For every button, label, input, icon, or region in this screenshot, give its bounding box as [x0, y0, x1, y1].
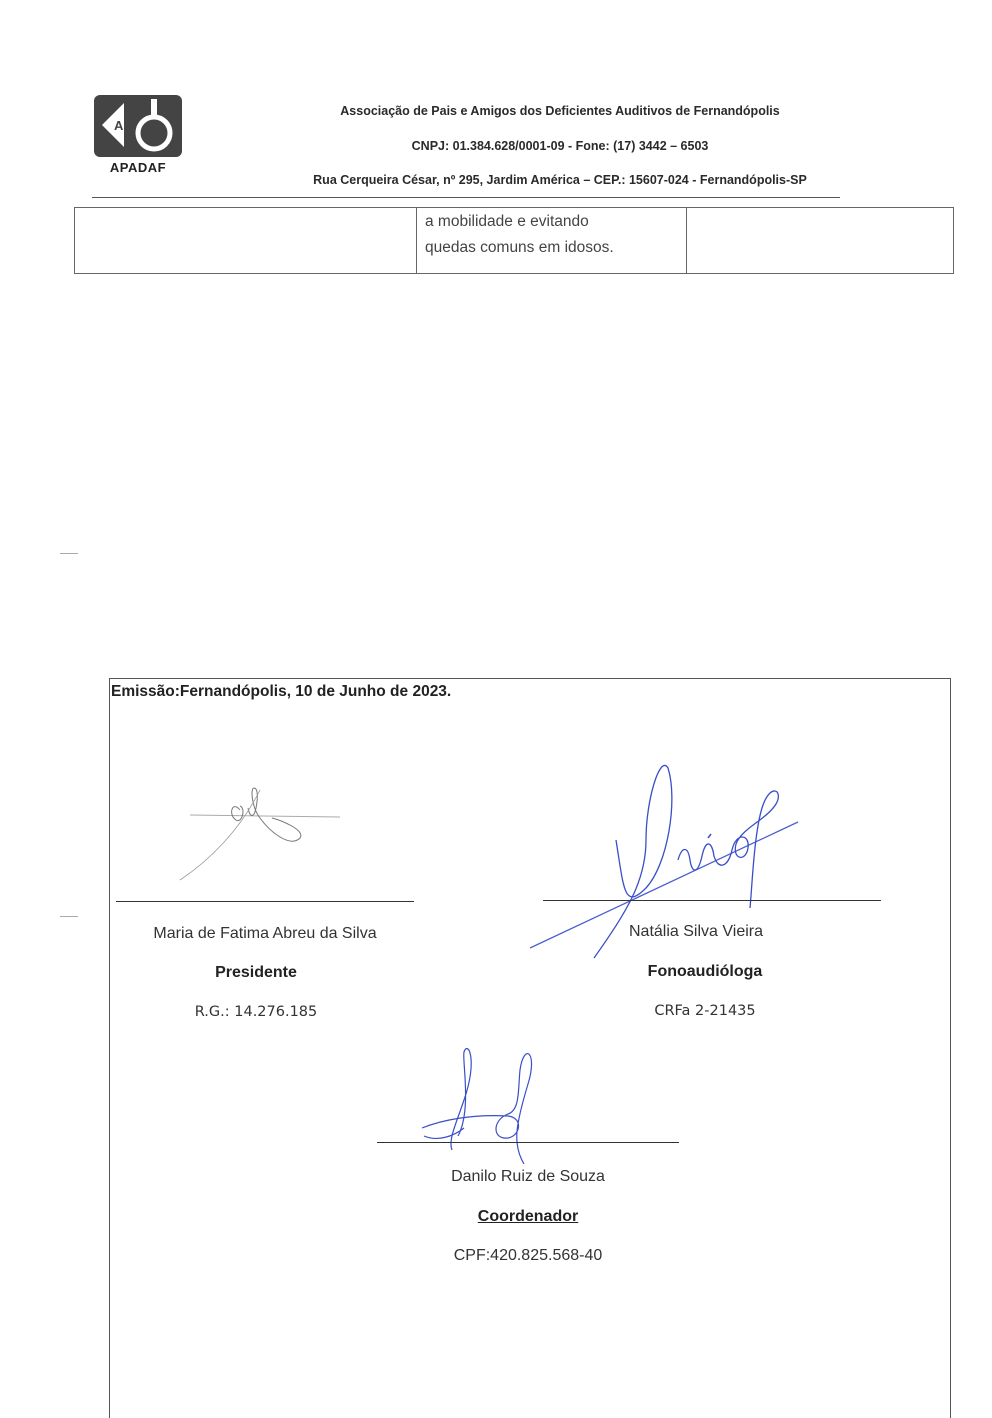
coordinator-role: Coordenador: [477, 1208, 579, 1225]
coordinator-cpf: CPF:420.825.568-40: [453, 1247, 603, 1264]
header-divider: [92, 197, 840, 198]
svg-text:A: A: [114, 118, 124, 133]
signature-coordinator: [412, 1040, 562, 1180]
logo-text: APADAF: [109, 160, 167, 175]
president-rg: R.G.: 14.276.185: [194, 1004, 318, 1020]
activity-table-fragment: [74, 207, 954, 274]
emission-date: Emissão:Fernandópolis, 10 de Junho de 2023.: [111, 683, 452, 700]
signature-line-president: [116, 901, 414, 902]
scan-mark: [60, 553, 78, 554]
signature-president: [180, 770, 360, 890]
table-cell-description: [417, 208, 687, 274]
signature-line-coordinator: [377, 1142, 679, 1143]
table-cell-empty-left: [75, 208, 417, 274]
speech-therapist-role: Fonoaudióloga: [647, 963, 763, 980]
signature-line-speech-therapist: [543, 900, 881, 901]
scan-mark: [60, 916, 78, 917]
table-cell-line-1: a mobilidade e evitando: [425, 213, 589, 230]
cnpj-phone: CNPJ: 01.384.628/0001-09 - Fone: (17) 3442 – 6503: [411, 139, 709, 153]
president-role: Presidente: [215, 964, 297, 981]
org-name: Associação de Pais e Amigos dos Deficientes Auditivos de Fernandópolis: [340, 104, 780, 118]
speech-therapist-name: Natália Silva Vieira: [629, 923, 763, 940]
table-cell-line-2: quedas comuns em idosos.: [425, 239, 614, 256]
president-name: Maria de Fatima Abreu da Silva: [153, 925, 377, 942]
speech-therapist-crfa: CRFa 2-21435: [654, 1003, 756, 1019]
org-address: Rua Cerqueira César, nº 295, Jardim América – CEP.: 15607-024 - Fernandópolis-SP: [313, 173, 807, 187]
table-cell-empty-right: [687, 208, 954, 274]
coordinator-name: Danilo Ruiz de Souza: [451, 1168, 605, 1185]
